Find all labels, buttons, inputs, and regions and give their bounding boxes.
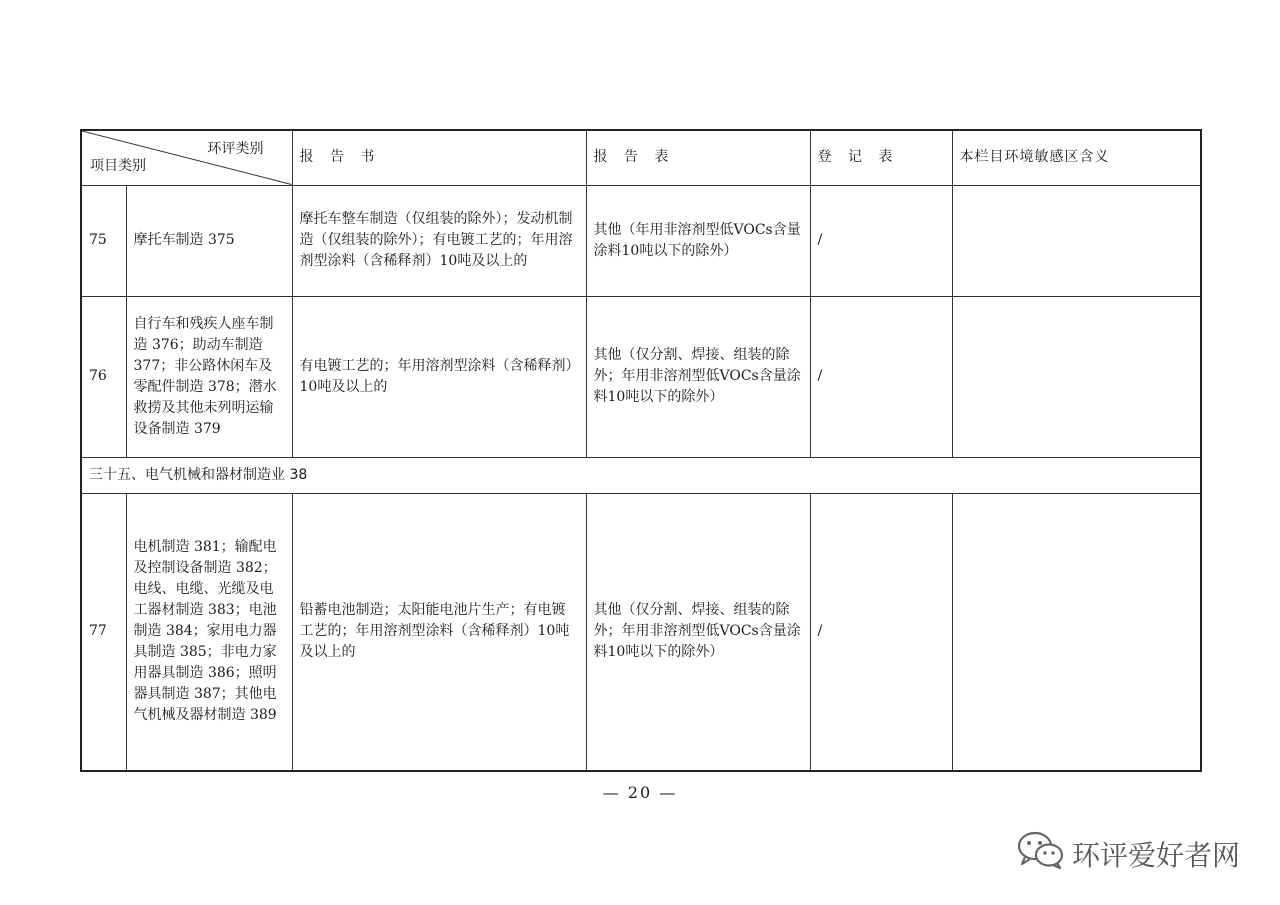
report-book-cell: 摩托车整车制造（仅组装的除外）；发动机制造（仅组装的除外）；有电镀工艺的；年用溶剂型涂料（含稀释剂）10吨及以上的 [292, 185, 586, 296]
table-row [81, 185, 1201, 296]
project-name: 电机制造 381；输配电及控制设备制造 382；电线、电缆、光缆及电工器材制造 383；电池制造 384；家用电力器具制造 385；非电力家用器具制造 386；照明器具制造 387；其他电气机械及器材制造 389 [126, 493, 292, 771]
sensitive-area-cell [952, 296, 1201, 457]
report-book-cell: 铅蓄电池制造；太阳能电池片生产；有电镀工艺的；年用溶剂型涂料（含稀释剂）10吨及以上的 [292, 493, 586, 771]
project-category-label: 项目类别 [90, 157, 146, 174]
register-cell: / [810, 185, 952, 296]
sensitive-area-cell [952, 185, 1201, 296]
page-number: — 20 — [602, 783, 678, 802]
col-header-report-book: 报 告 书 [292, 130, 586, 185]
col-header-register: 登 记 表 [810, 130, 952, 185]
report-table-cell: 其他（仅分割、焊接、组装的除外；年用非溶剂型低VOCs含量涂料10吨以下的除外） [586, 296, 810, 457]
wechat-icon [1016, 830, 1066, 877]
table-row [81, 493, 1201, 771]
table-row [81, 296, 1201, 457]
section-row [81, 457, 1201, 493]
watermark [1016, 830, 1240, 877]
project-name: 自行车和残疾人座车制造 376；助动车制造 377；非公路休闲车及零配件制造 378；潜水救捞及其他未列明运输设备制造 379 [126, 296, 292, 457]
register-cell: / [810, 493, 952, 771]
header-row [81, 130, 1201, 185]
env-category-label: 环评类别 [207, 141, 264, 157]
classification-table [80, 129, 1202, 772]
diagonal-header-cell [81, 130, 292, 185]
row-number: 75 [81, 185, 126, 296]
row-number: 77 [81, 493, 126, 771]
watermark-text: 环评爱好者网 [1071, 838, 1240, 872]
row-number: 76 [81, 296, 126, 457]
col-header-report-table: 报 告 表 [586, 130, 810, 185]
register-cell: / [810, 296, 952, 457]
col-header-sensitive-area: 本栏目环境敏感区含义 [952, 130, 1201, 185]
report-book-cell: 有电镀工艺的；年用溶剂型涂料（含稀释剂）10吨及以上的 [292, 296, 586, 457]
report-table-cell: 其他（仅分割、焊接、组装的除外；年用非溶剂型低VOCs含量涂料10吨以下的除外） [586, 493, 810, 771]
sensitive-area-cell [952, 493, 1201, 771]
section-title: 三十五、电气机械和器材制造业 38 [81, 457, 1201, 493]
report-table-cell: 其他（年用非溶剂型低VOCs含量涂料10吨以下的除外） [586, 185, 810, 296]
project-name: 摩托车制造 375 [126, 185, 292, 296]
